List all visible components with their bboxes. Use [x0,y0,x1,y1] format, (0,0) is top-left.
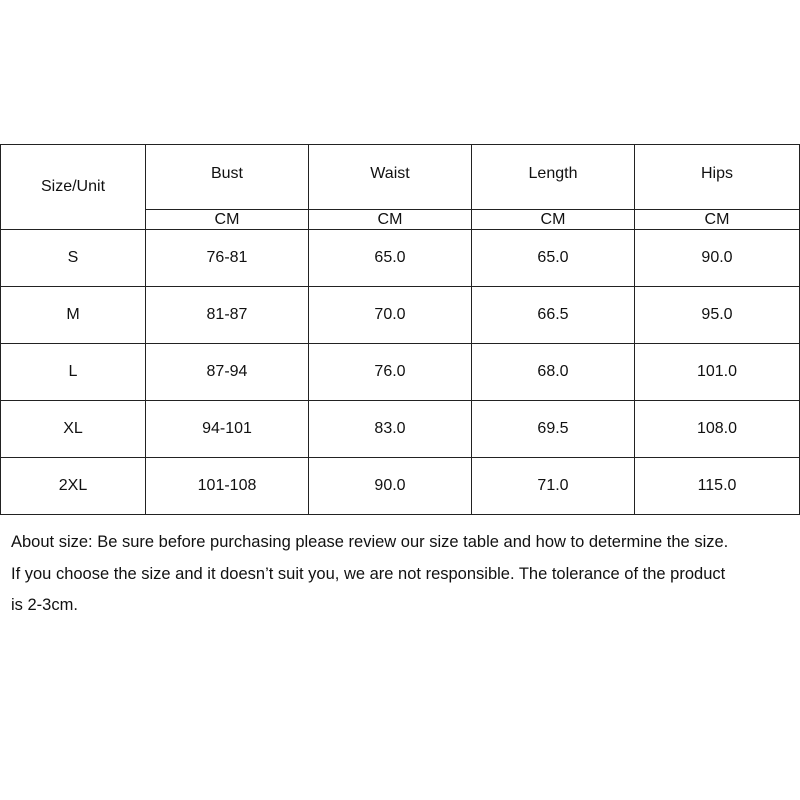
length-header: Length [472,145,635,210]
note-line: is 2-3cm. [11,596,78,614]
length-value: 69.5 [472,401,635,458]
size-table [0,144,800,515]
hips-value: 108.0 [635,401,800,458]
waist-header: Waist [309,145,472,210]
note-line: If you choose the size and it doesn’t suit you, we are not responsible. The tolerance of the product [11,564,726,583]
length-value: 68.0 [472,344,635,401]
hips-header: Hips [635,145,800,210]
bust-header: Bust [146,145,309,210]
size-label: XL [1,401,146,458]
hips-value: 115.0 [635,458,800,515]
waist-value: 83.0 [309,401,472,458]
table-row [1,287,800,344]
size-note [11,527,796,622]
table-row [1,458,800,515]
length-value: 66.5 [472,287,635,344]
table-row [1,230,800,287]
header-row [1,145,800,210]
table-row [1,344,800,401]
bust-value: 101-108 [146,458,309,515]
length-value: 65.0 [472,230,635,287]
waist-value: 70.0 [309,287,472,344]
hips-unit: CM [635,210,800,230]
bust-value: 94-101 [146,401,309,458]
length-value: 71.0 [472,458,635,515]
length-unit: CM [472,210,635,230]
bust-value: 76-81 [146,230,309,287]
hips-value: 101.0 [635,344,800,401]
bust-value: 87-94 [146,344,309,401]
bust-unit: CM [146,210,309,230]
waist-value: 90.0 [309,458,472,515]
waist-value: 76.0 [309,344,472,401]
size-label: M [1,287,146,344]
waist-unit: CM [309,210,472,230]
hips-value: 95.0 [635,287,800,344]
hips-value: 90.0 [635,230,800,287]
size-label: S [1,230,146,287]
size-label: L [1,344,146,401]
note-line: About size: Be sure before purchasing please review our size table and how to determine the size. [11,533,729,551]
table-row [1,401,800,458]
size-unit-header: Size/Unit [1,145,146,230]
size-label: 2XL [1,458,146,515]
waist-value: 65.0 [309,230,472,287]
bust-value: 81-87 [146,287,309,344]
